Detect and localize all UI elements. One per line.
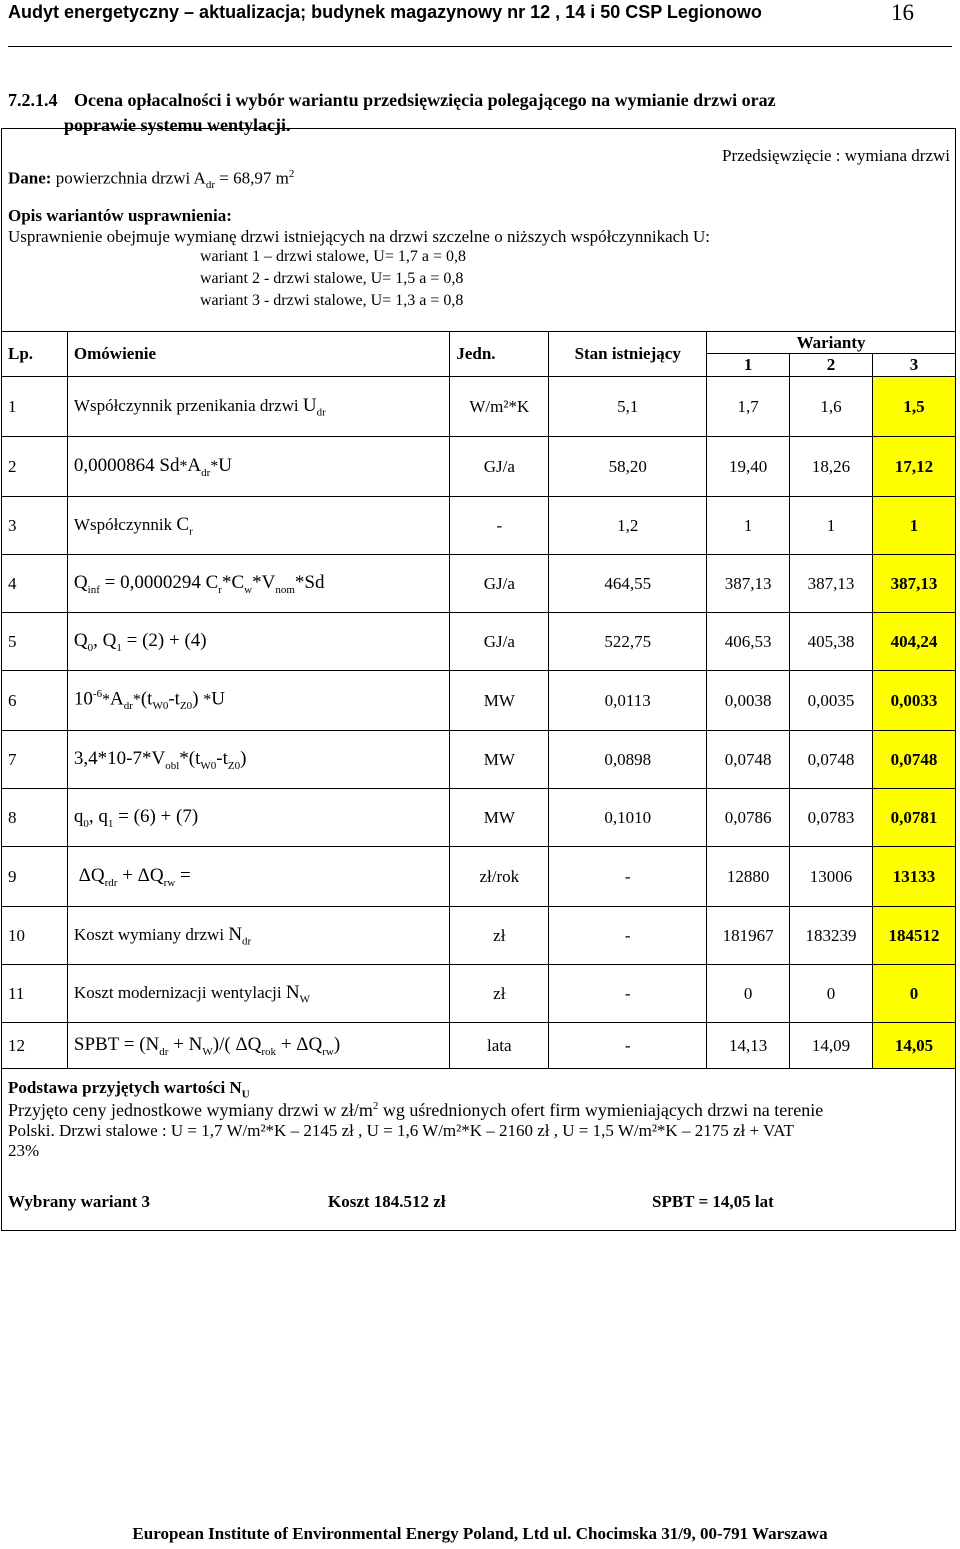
cell-desc: $Q_0$, $Q_1 = (2) + (4)$ (67, 613, 449, 671)
cell-lp: 5 (2, 613, 68, 671)
cell-unit: MW (450, 789, 549, 847)
desc-text: Koszt modernizacji wentylacji (73, 982, 282, 1002)
table-row (2, 789, 956, 847)
cell-desc: 0,0000864 $Sd*A_{dr}*U$ (67, 437, 449, 497)
cell-w3: 1 (873, 497, 956, 555)
cell-unit: GJ/a (450, 437, 549, 497)
table-row (2, 613, 956, 671)
header-w1: 1 (707, 354, 790, 377)
table-row (2, 437, 956, 497)
cell-w3: 17,12 (873, 437, 956, 497)
cell-stan: - (549, 965, 707, 1023)
table-row (2, 847, 956, 907)
przedsiewziecie-label: Przedsięwzięcie : wymiana drzwi (722, 146, 950, 165)
variant-3: wariant 3 - drzwi stalowe, U= 1,3 a = 0,8 (200, 292, 464, 309)
dane-line (8, 168, 294, 191)
cell-desc: SPBT = $(N_{dr} + N_W)/$( $\Delta Q_{rok} + \Delta Q_{rw}$) (67, 1023, 449, 1069)
podstawa-heading (8, 1078, 952, 1100)
cell-w1: 387,13 (707, 555, 790, 613)
dane-text: powierzchnia drzwi A (55, 168, 206, 188)
cell-w3: 387,13 (873, 555, 956, 613)
cell-unit: GJ/a (450, 555, 549, 613)
selected-variant: Wybrany wariant 3 (8, 1192, 150, 1211)
cell-w2: 387,13 (790, 555, 873, 613)
cell-stan: - (549, 847, 707, 907)
cell-w1: 12880 (707, 847, 790, 907)
desc-text: Współczynnik (73, 514, 173, 534)
opis-heading: Opis wariantów usprawnienia: (8, 206, 232, 225)
cell-w2: 405,38 (790, 613, 873, 671)
cell-w2: 0,0783 (790, 789, 873, 847)
cell-stan: 58,20 (549, 437, 707, 497)
podstawa-line1: Przyjęto ceny jednostkowe wymiany drzwi w $zł/m^2$ wg uśrednionych ofert firm wymieniających drzwi na terenie (8, 1100, 824, 1121)
cell-w2: 1 (790, 497, 873, 555)
cell-stan: 5,1 (549, 377, 707, 437)
variant-1: wariant 1 – drzwi stalowe, U= 1,7 a = 0,8 (200, 248, 466, 265)
cell-w2: 1,6 (790, 377, 873, 437)
podstawa-line1a: Przyjęto ceny jednostkowe wymiany drzwi w zł/m (8, 1100, 373, 1121)
cell-unit: zł (450, 965, 549, 1023)
cell-w3: 0 (873, 965, 956, 1023)
cell-unit: zł/rok (450, 847, 549, 907)
page-footer: European Institute of Environmental Energy Poland, Ltd ul. Chocimska 31/9, 00-791 Warszawa (132, 1524, 828, 1543)
cell-lp: 9 (2, 847, 68, 907)
cell-w3: 0,0033 (873, 671, 956, 731)
cell-w2: 0,0035 (790, 671, 873, 731)
cell-desc: Koszt wymiany drzwi $N_{dr}$ (67, 907, 449, 965)
header-w3: 3 (873, 354, 956, 377)
cell-w3: 184512 (873, 907, 956, 965)
selected-cost: Koszt 184.512 zł (328, 1192, 446, 1211)
podstawa-line3: 23% (8, 1141, 40, 1161)
table-row (2, 497, 956, 555)
cell-unit: MW (450, 671, 549, 731)
cell-lp: 12 (2, 1023, 68, 1069)
desc-text: Koszt wymiany drzwi (73, 924, 225, 944)
header-jedn: Jedn. (450, 332, 549, 377)
document-header-title: Audyt energetyczny – aktualizacja; budynek magazynowy nr 12 , 14 i 50 CSP Legionowo (8, 2, 762, 22)
cell-w1: 0,0038 (707, 671, 790, 731)
header-warianty: Warianty (707, 332, 956, 354)
cell-stan: 522,75 (549, 613, 707, 671)
desc-text: Współczynnik przenikania drzwi (73, 395, 299, 415)
dane-eq: = 68,97 m (215, 168, 289, 188)
podstawa-heading-text: Podstawa przyjętych wartości N (8, 1078, 242, 1097)
cell-desc: Współczynnik $C_r$ (67, 497, 449, 555)
podstawa-line1b: wg uśrednionych ofert firm wymieniających drzwi na terenie (378, 1100, 824, 1121)
cell-lp: 2 (2, 437, 68, 497)
cell-w3: 0,0781 (873, 789, 956, 847)
cell-lp: 8 (2, 789, 68, 847)
cell-desc: $Q_{inf} = 0,0000294$ $C_r*C_w*V_{nom}*Sd$ (67, 555, 449, 613)
cell-w2: 14,09 (790, 1023, 873, 1069)
cell-w1: 1 (707, 497, 790, 555)
cell-desc: $3,4*10-7*V_{obl}*(t_{W0}-t_{Z0})$ (67, 731, 449, 789)
cell-w1: 1,7 (707, 377, 790, 437)
table-row (2, 1023, 956, 1069)
page-number: 16 (891, 0, 914, 25)
cell-lp: 3 (2, 497, 68, 555)
header-rule (8, 46, 952, 47)
cell-unit: zł (450, 907, 549, 965)
dane-sup: 2 (288, 168, 295, 180)
header-stan: Stan istniejący (549, 332, 707, 377)
cell-unit: - (450, 497, 549, 555)
cell-w2: 0,0748 (790, 731, 873, 789)
cell-stan: 0,1010 (549, 789, 707, 847)
header-omowienie: Omówienie (67, 332, 449, 377)
cell-lp: 1 (2, 377, 68, 437)
table-row (2, 555, 956, 613)
cell-unit: MW (450, 731, 549, 789)
table-row (2, 907, 956, 965)
cell-desc: Koszt modernizacji wentylacji $N_W$ (67, 965, 449, 1023)
cell-w3: 13133 (873, 847, 956, 907)
dane-sub: dr (205, 179, 215, 192)
cell-lp: 4 (2, 555, 68, 613)
cell-w1: 0,0786 (707, 789, 790, 847)
section-number: 7.2.1.4 (8, 90, 58, 110)
cell-unit: W/m²*K (450, 377, 549, 437)
cell-lp: 11 (2, 965, 68, 1023)
dane-label: Dane: (8, 168, 52, 188)
table-row (2, 377, 956, 437)
cell-stan: 464,55 (549, 555, 707, 613)
cell-unit: GJ/a (450, 613, 549, 671)
cell-lp: 7 (2, 731, 68, 789)
cell-w1: 14,13 (707, 1023, 790, 1069)
cell-w3: 1,5 (873, 377, 956, 437)
cell-desc: $q_0$, $q_1 = (6) + (7)$ (67, 789, 449, 847)
cell-w1: 19,40 (707, 437, 790, 497)
podstawa-heading-sub: U (241, 1088, 250, 1101)
cell-w3: 14,05 (873, 1023, 956, 1069)
cell-stan: - (549, 1023, 707, 1069)
variant-2: wariant 2 - drzwi stalowe, U= 1,5 a = 0,8 (200, 270, 464, 287)
cell-stan: 0,0113 (549, 671, 707, 731)
header-w2: 2 (790, 354, 873, 377)
opis-text: Usprawnienie obejmuje wymianę drzwi istniejących na drzwi szczelne o niższych współczynnikach U: (8, 227, 710, 246)
table-row (2, 671, 956, 731)
cell-lp: 10 (2, 907, 68, 965)
cell-desc: $\Delta Q_{rdr} + \Delta Q_{rw}$ = (67, 847, 449, 907)
cell-lp: 6 (2, 671, 68, 731)
cell-w3: 404,24 (873, 613, 956, 671)
cell-w1: 181967 (707, 907, 790, 965)
cell-w1: 0 (707, 965, 790, 1023)
cell-w1: 0,0748 (707, 731, 790, 789)
cell-w1: 406,53 (707, 613, 790, 671)
cell-w2: 13006 (790, 847, 873, 907)
cell-unit: lata (450, 1023, 549, 1069)
table-row (2, 731, 956, 789)
cell-w2: 18,26 (790, 437, 873, 497)
section-title-line2: poprawie systemu wentylacji. (64, 115, 291, 135)
cell-w3: 0,0748 (873, 731, 956, 789)
section-title-line1: Ocena opłacalności i wybór wariantu przedsięwzięcia polegającego na wymianie drzwi oraz (74, 90, 776, 110)
cell-stan: 0,0898 (549, 731, 707, 789)
calculation-table (1, 331, 956, 1069)
table-row (2, 965, 956, 1023)
header-lp: Lp. (2, 332, 68, 377)
cell-desc: Współczynnik przenikania drzwi $U_{dr}$ (67, 377, 449, 437)
cell-w2: 183239 (790, 907, 873, 965)
table-header-row (2, 332, 956, 354)
cell-stan: - (549, 907, 707, 965)
selected-spbt: SPBT = 14,05 lat (652, 1192, 774, 1211)
podstawa-section (8, 1078, 952, 1161)
cell-desc: $10^{-6}*A_{dr}*(t_{W0}-t_{Z0})$ *U (67, 671, 449, 731)
cell-stan: 1,2 (549, 497, 707, 555)
podstawa-line2: Polski. Drzwi stalowe : U = 1,7 W/m²*K – 2145 zł , U = 1,6 W/m²*K – 2160 zł , U = 1,5 W/m²*K – 2175 zł + VAT (8, 1121, 794, 1141)
cell-w2: 0 (790, 965, 873, 1023)
